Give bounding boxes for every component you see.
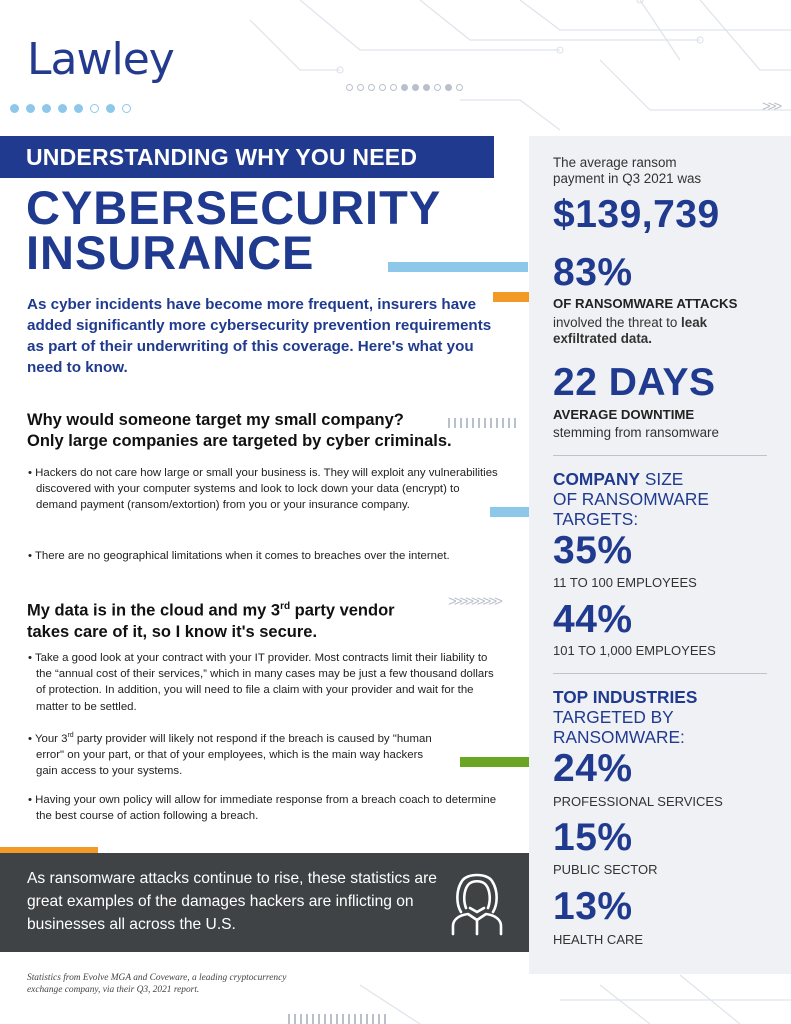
page-title-line2: INSURANCE [26, 226, 315, 279]
chevrons-decoration-middle: >>>>>>>>> [448, 593, 500, 610]
page-title [26, 181, 442, 279]
sidebar-divider [553, 673, 767, 674]
bullet-text [28, 728, 438, 779]
ransom-intro-line: The average ransom [553, 155, 677, 170]
page-title-line1: CYBERSECURITY [26, 181, 442, 234]
bullet-own-policy [28, 792, 498, 824]
industry-head-line: RANSOMWARE: [553, 727, 685, 747]
company-stat-label: 101 TO 1,000 EMPLOYEES [553, 643, 716, 658]
bullet-pre: • Your 3 [28, 732, 68, 745]
question-line: Only large companies are targeted by cyber criminals. [27, 432, 452, 450]
callout-box [0, 853, 529, 952]
bullet-post: party provider will likely not respond if the breach is caused by "human error" on your part, or that of your employees, which is the main way hackers gain access to your systems. [36, 732, 432, 778]
company-size-heading [553, 469, 709, 529]
company-stat-value: 35% [553, 529, 633, 572]
footnote-source: Statistics from Evolve MGA and Coveware, a leading cryptocurrency exchange company, via their Q3, 2021 report. [27, 973, 287, 995]
leak-desc-line [553, 331, 707, 347]
bullet-text: • Hackers do not care how large or small your business is. They will exploit any vulnerabilities discovered with your computer systems and look to lock down your data (encrypt) to demand payment (ransom/extortion) from you or your insurance company. [28, 467, 498, 512]
lawley-logo: Lawley [27, 34, 174, 85]
bullet-text: • Having your own policy will allow for immediate response from a breach coach to determine the best course of action following a breach. [28, 794, 497, 823]
industries-heading [553, 687, 697, 747]
bullet-sup: rd [67, 732, 74, 739]
leak-desc-bold: exfiltrated data. [553, 331, 652, 346]
company-head-rest: SIZE [640, 469, 684, 489]
ticks-decoration-1 [448, 418, 516, 428]
bullet-contract [28, 650, 498, 715]
question-pre: My data is in the cloud and my 3 [27, 601, 281, 620]
company-head-line: TARGETS: [553, 509, 639, 529]
ransom-intro [553, 155, 701, 187]
question-post: party vendor [290, 601, 395, 620]
company-head-bold: COMPANY [553, 469, 641, 489]
bullet-geography [28, 548, 498, 564]
bullet-text: • Take a good look at your contract with your IT provider. Most contracts limit their liability to the “annual cost of their services,” which in many cases may be just a few thousand dollars of protection. In addition, you will need to file a claim with your provider and wait for the matter to be settled. [28, 652, 494, 713]
question-cloud-vendor [27, 596, 395, 643]
hacker-icon [448, 868, 506, 936]
industry-head-bold: TOP INDUSTRIES [553, 687, 698, 707]
company-head-line [553, 469, 709, 489]
bullet-hackers-size [28, 465, 498, 514]
industry-stat-value: 13% [553, 885, 633, 928]
question-small-company [27, 410, 452, 452]
intro-paragraph: As cyber incidents have become more frequent, insurers have added significantly more cybersecurity prevention requirements as part of their underwriting of this coverage. Here's what you need to know. [27, 296, 492, 376]
industry-head-line: TARGETED BY [553, 707, 674, 727]
dots-decoration-top [346, 84, 463, 91]
leak-label: OF RANSOMWARE ATTACKS [553, 296, 738, 311]
company-stat-label: 11 TO 100 EMPLOYEES [553, 575, 697, 590]
company-stat-value: 44% [553, 598, 633, 641]
ticks-decoration-bottom [288, 1014, 386, 1024]
bullet-human-error [28, 728, 438, 779]
hero-banner: UNDERSTANDING WHY YOU NEED [0, 136, 494, 178]
ransom-intro-line: payment in Q3 2021 was [553, 171, 702, 186]
leak-desc-pre: involved the threat to [553, 315, 682, 330]
question-line: Why would someone target my small company? [27, 411, 404, 429]
leak-desc-bold: leak [681, 315, 708, 330]
leak-desc-line [553, 315, 707, 331]
light-blue-bar-1 [388, 262, 528, 272]
industry-head-line [553, 687, 697, 707]
industry-stat-value: 24% [553, 747, 633, 790]
ransom-value: $139,739 [553, 193, 720, 236]
company-head-line: OF RANSOMWARE [553, 489, 709, 509]
leak-desc [553, 315, 707, 347]
industry-stat-label: PROFESSIONAL SERVICES [553, 794, 723, 809]
question-line [27, 596, 395, 622]
downtime-desc: stemming from ransomware [553, 425, 719, 440]
downtime-label: AVERAGE DOWNTIME [553, 407, 695, 422]
industry-stat-label: PUBLIC SECTOR [553, 862, 658, 877]
sidebar-divider [553, 455, 767, 456]
dots-decoration-left [10, 104, 131, 113]
callout-text: As ransomware attacks continue to rise, these statistics are great examples of the damages hackers are inflicting on businesses all across the U.S. [27, 870, 437, 933]
leak-value: 83% [553, 251, 633, 294]
chevrons-decoration-top: >>> [762, 98, 780, 115]
green-bar-1 [460, 757, 530, 767]
industry-stat-value: 15% [553, 816, 633, 859]
bullet-text: • There are no geographical limitations when it comes to breaches over the internet. [28, 550, 450, 562]
industry-stat-label: HEALTH CARE [553, 932, 644, 947]
question-line: takes care of it, so I know it's secure. [27, 622, 318, 641]
question-sup: rd [280, 601, 291, 612]
downtime-value: 22 DAYS [553, 361, 716, 404]
